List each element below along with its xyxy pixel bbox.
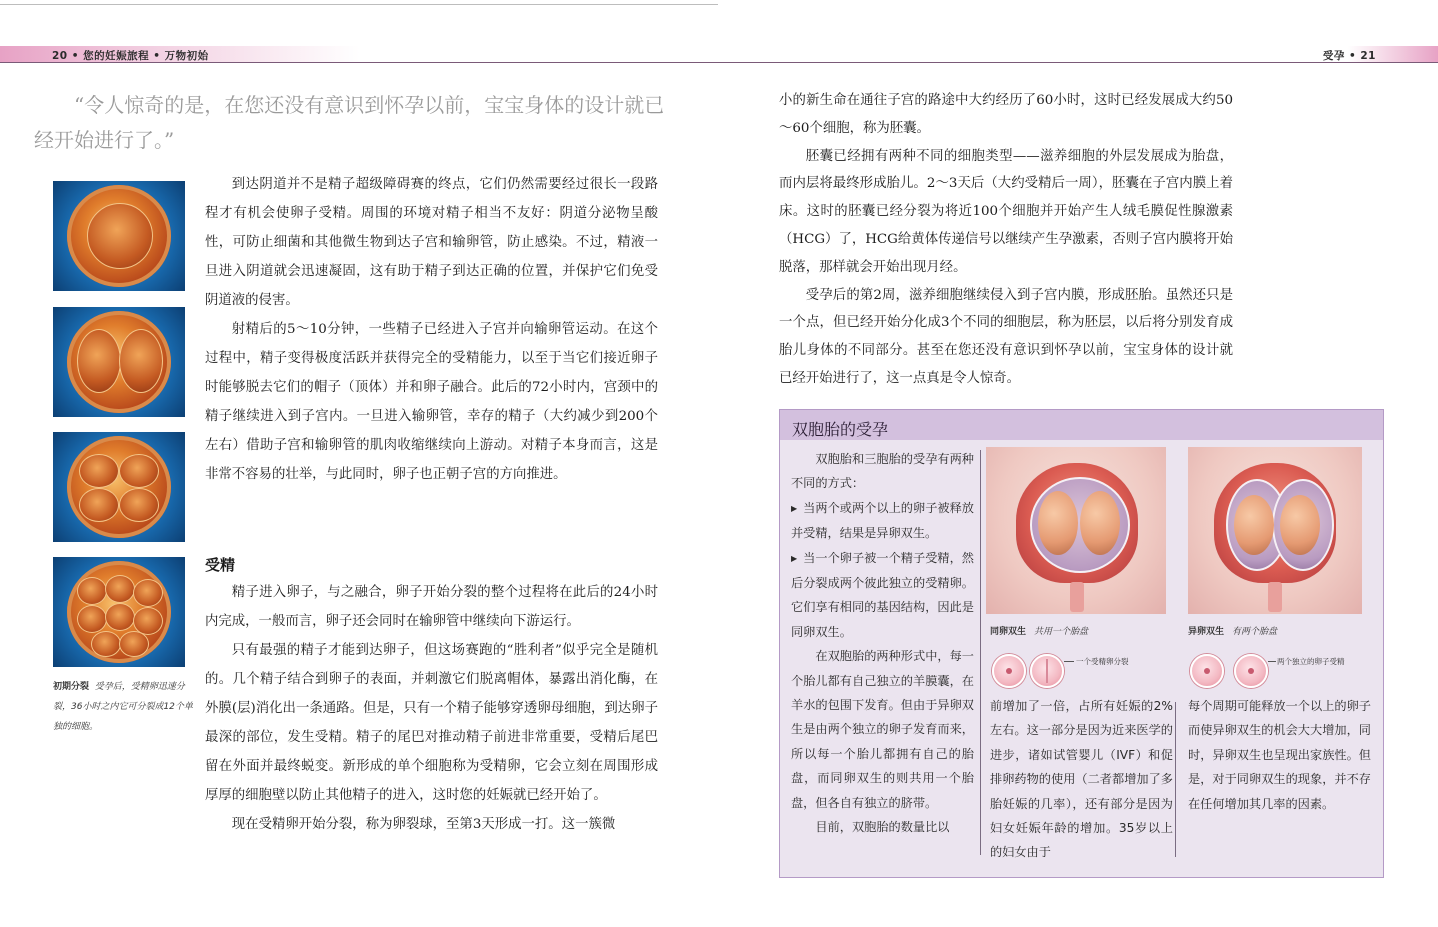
paragraph: 现在受精卵开始分裂，称为卵裂球，至第3天形成一打。这一簇微: [231, 817, 616, 832]
sidebar-bullet-1: ▶ 当两个或两个以上的卵子被释放并受精，结果是异卵双生。: [791, 496, 974, 546]
sidebar-intro: 双胞胎和三胞胎的受孕有两种不同的方式：: [791, 452, 974, 491]
leader-line: [1064, 661, 1074, 662]
subheading-fertilization: 受精: [205, 556, 236, 574]
embryo-photo-3: [53, 432, 185, 542]
sidebar-col3-text: 每个周期可能释放一个以上的卵子而使异卵双生的机会大大增加，同时，异卵双生也呈现出家族性。但是，对于同卵双生的现象，并不存在任何增加其几率的因素。: [1188, 699, 1371, 811]
pull-quote: “令人惊奇的是，在您还没有意识到怀孕以前，宝宝身体的设计就已经开始进行了。”: [34, 93, 665, 152]
paragraph: 射精后的5～10分钟，一些精子已经进入子宫并向输卵管运动。在这个过程中，精子变得极度活跃并获得完全的受精能力，以至于当它们接近卵子时能够脱去它们的帽子（顶体）并和卵子融合。此后的72小时内，宫颈中的精子继续进入到子宫内。一旦进入输卵管，幸存的精子（大约减少到200个左右）借助子宫和输卵管的肌肉收缩继续向上游动。对精子本身而言，这是非常不容易的壮举，与此同时，卵子也正朝子宫的方向推进。: [205, 322, 658, 482]
illustration-fraternal-twins: [1188, 447, 1362, 614]
illustration-label-identical: [990, 624, 1088, 637]
zygote-icon: [992, 654, 1026, 688]
top-divider: [0, 4, 718, 5]
label-fraternal-italic: 有两个胎盘: [1232, 627, 1278, 637]
sidebar-paragraph-tail: 目前，双胞胎的数量比以: [815, 820, 950, 835]
mini-label-identical: 一个受精卵分裂: [1076, 657, 1129, 666]
label-identical-bold: 同卵双生: [990, 627, 1027, 637]
paragraph: 只有最强的精子才能到达卵子，但这场赛跑的“胜利者”似乎完全是随机的。几个精子结合到卵子的表面，并刺激它们脱离帽体，暴露出消化酶，在外膜(层)消化出一条通路。但是，只有一个精子能够穿透卵母细胞，到达卵子最深的部位，发生受精。精子的尾巴对推动精子前进非常重要，受精后尾巴留在外面并最终蜕变。新形成的单个细胞称为受精卵，它会立刻在周围形成厚厚的细胞壁以防止其他精子的进入，这时您的妊娠就已经开始了。: [205, 643, 658, 803]
caption-text: 受孕后，受精卵迅速分裂，36小时之内它可分裂成12个单独的细胞。: [53, 682, 193, 732]
egg-icon: [1190, 654, 1224, 688]
egg-icon: [1234, 654, 1268, 688]
running-header-right: 受孕 • 21: [1322, 50, 1376, 62]
running-header-left: 20 • 您的妊娠旅程 • 万物初始: [52, 50, 209, 62]
label-fraternal-bold: 异卵双生: [1188, 627, 1225, 637]
embryo-photo-2: [53, 307, 185, 417]
sidebar-paragraph: 在双胞胎的两种形式中，每一个胎儿都有自己独立的羊膜囊，在羊水的包围下发育。但由于异卵双生是由两个独立的卵子发育而来，所以每一个胎儿都拥有自己的胎盘，而同卵双生的则共用一个胎盘，但各自有独立的脐带。: [791, 649, 974, 810]
illustration-identical-twins: [986, 447, 1166, 614]
sidebar-col2-text: 前增加了一倍，占所有妊娠的2%左右。这一部分是因为近来医学的进步，诸如试管婴儿（IVF）和促排卵药物的使用（二者都增加了多胎妊娠的几率），还有部分是因为妇女妊娠年龄的增加。35岁以上的妇女由于: [990, 699, 1173, 860]
leader-line: [1268, 661, 1276, 662]
header-rule: [0, 62, 1438, 63]
column-divider: [1175, 702, 1176, 857]
embryo-photo-1: [53, 181, 185, 291]
photo-caption: [53, 677, 193, 737]
illustration-label-fraternal: [1188, 624, 1277, 637]
caption-title: 初期分裂: [53, 682, 90, 692]
column-divider: [980, 450, 981, 855]
dividing-zygote-icon: [1030, 654, 1064, 688]
sidebar-col-2: [990, 694, 1173, 865]
mini-label-fraternal: 两个独立的卵子受精: [1277, 657, 1345, 666]
paragraph: 受孕后的第2周，滋养细胞继续侵入到子宫内膜，形成胚胎。虽然还只是一个点，但已经开始分化成3个不同的细胞层，称为胚层，以后将分别发育成胎儿身体的不同部分。甚至在您还没有意识到怀孕以前，宝宝身体的设计就已经开始进行了，这一点真是令人惊奇。: [779, 287, 1233, 386]
left-body-bottom: [205, 578, 658, 839]
label-identical-italic: 共用一个胎盘: [1034, 627, 1089, 637]
paragraph: 精子进入卵子，与之融合，卵子开始分裂的整个过程将在此后的24小时内完成，一般而言，卵子还会同时在输卵管中继续向下游运行。: [205, 585, 658, 629]
sidebar-col-1: [791, 447, 974, 840]
sidebar-title: 双胞胎的受孕: [792, 420, 889, 439]
sidebar-col-3: [1188, 694, 1371, 816]
left-body-top: [205, 170, 658, 489]
embryo-photo-4: [53, 557, 185, 667]
twins-sidebar-box: [779, 409, 1384, 878]
paragraph: 小的新生命在通往子宫的路途中大约经历了60小时，这时已经发展成大约50～60个细胞，称为胚囊。: [779, 93, 1233, 136]
sidebar-bullet-2: ▶ 当一个卵子被一个精子受精，然后分裂成两个彼此独立的受精卵。它们享有相同的基因结构，因此是同卵双生。: [791, 546, 974, 645]
paragraph: 到达阴道并不是精子超级障碍赛的终点，它们仍然需要经过很长一段路程才有机会使卵子受精。周围的环境对精子相当不友好：阴道分泌物呈酸性，可防止细菌和其他微生物到达子宫和输卵管，防止感染。不过，精液一旦进入阴道就会迅速凝固，这有助于精子到达正确的位置，并保护它们免受阴道液的侵害。: [205, 177, 658, 308]
right-body: [779, 87, 1233, 393]
paragraph: 胚囊已经拥有两种不同的细胞类型——滋养细胞的外层发展成为胎盘，而内层将最终形成胎儿。2～3天后（大约受精后一周），胚囊在子宫内膜上着床。这时的胚囊已经分裂为将近100个细胞并开始产生人绒毛膜促性腺激素（HCG）了，HCG给黄体传递信号以继续产生孕激素，否则子宫内膜将开始脱落，那样就会开始出现月经。: [779, 148, 1233, 275]
